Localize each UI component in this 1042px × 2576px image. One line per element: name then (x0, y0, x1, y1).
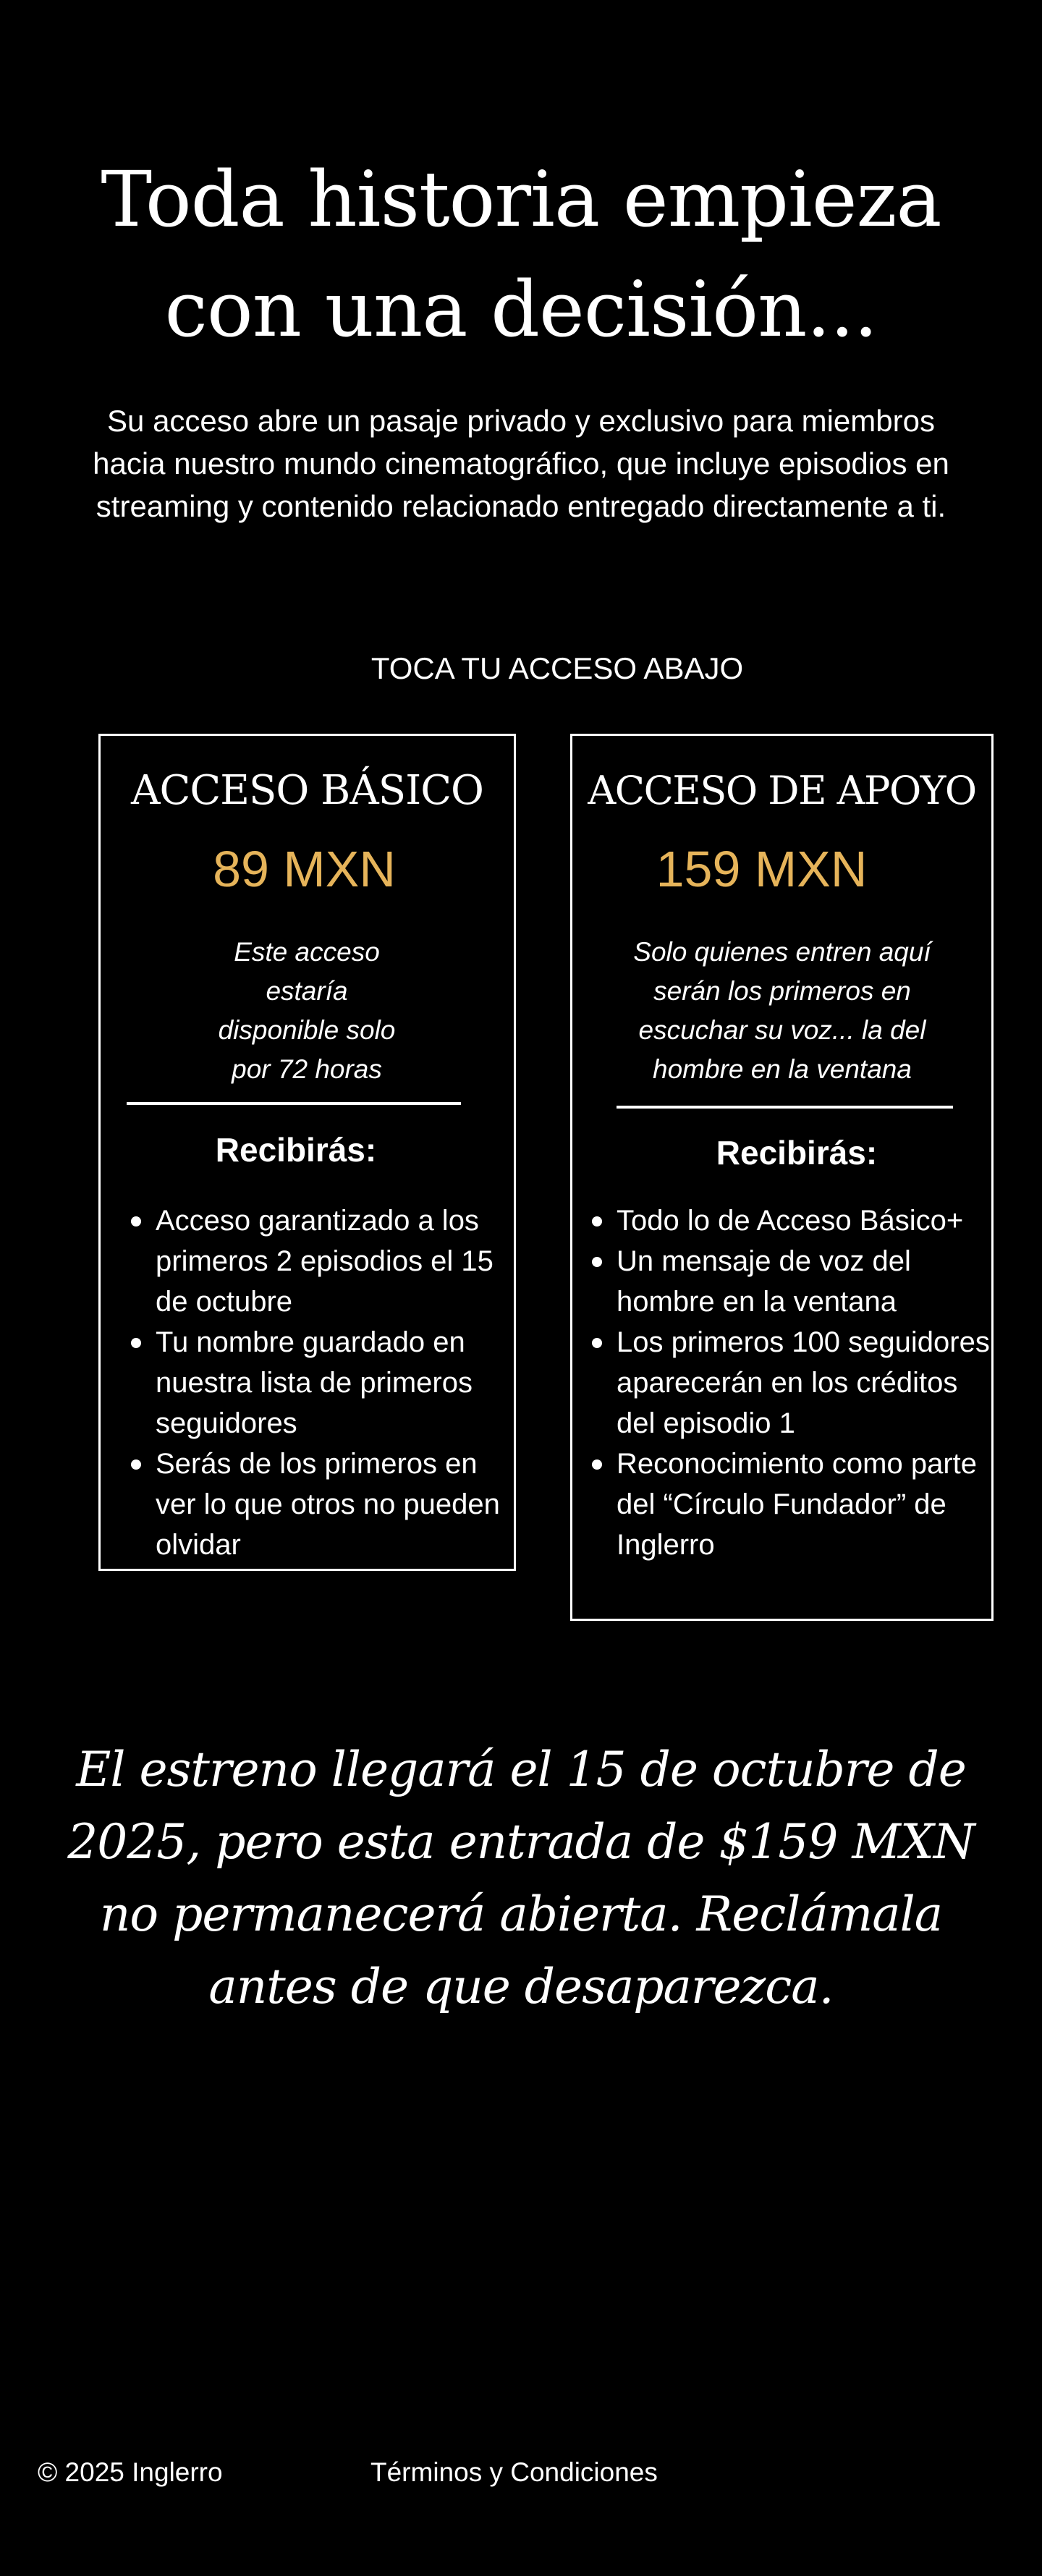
benefit-text: Los primeros 100 seguidores aparecerán en los créditos del episodio 1 (617, 1326, 990, 1439)
bullet-icon (592, 1338, 602, 1348)
plan-note: Este acceso estaría disponible solo por 72 horas (218, 937, 396, 1084)
plan-note: Solo quienes entren aquí serán los primeros en escuchar su voz... la del hombre en la ventana (633, 937, 931, 1084)
cta-heading: TOCA TU ACCESO ABAJO (370, 651, 744, 685)
benefits-heading: Recibirás: (215, 1131, 377, 1169)
benefit-text: Serás de los primeros en ver lo que otros no pueden olvidar (156, 1448, 500, 1561)
closing-quote: El estreno llegará el 15 de octubre de 2025, pero esta entrada de $159 MXN no permanecerá abierta. Reclámala antes de que desaparezca. (67, 1742, 975, 2014)
hero-title-line-2: con una decisión... (164, 265, 878, 354)
bullet-icon (592, 1459, 602, 1470)
benefits-list (617, 1200, 993, 1565)
benefit-text: Un mensaje de voz del hombre en la ventana (617, 1245, 911, 1318)
plan-divider (617, 1106, 953, 1109)
bullet-icon (592, 1216, 602, 1226)
benefits-heading: Recibirás: (716, 1134, 878, 1172)
intro-text: Su acceso abre un pasaje privado y exclusivo para miembros hacia nuestro mundo cinematográfico, que incluye episodios en streaming y contenido relacionado entregado directamente a ti. (93, 404, 949, 523)
benefit-item (617, 1444, 993, 1565)
plan-title: ACCESO DE APOYO (588, 768, 976, 813)
benefit-item (617, 1322, 993, 1444)
benefit-item (156, 1200, 510, 1322)
benefits-list (156, 1200, 510, 1565)
hero-title-line-1: Toda historia empieza (101, 155, 941, 244)
plan-title: ACCESO BÁSICO (131, 767, 483, 814)
terms-link[interactable]: Términos y Condiciones (370, 2457, 658, 2487)
plan-card-basic[interactable] (98, 734, 516, 1571)
footer-copyright: © 2025 Inglerro (38, 2457, 223, 2487)
hero-title (0, 145, 1042, 365)
plan-price: 89 MXN (213, 841, 396, 897)
bullet-icon (131, 1338, 141, 1348)
benefit-item (156, 1322, 510, 1444)
bullet-icon (131, 1216, 141, 1226)
benefit-item (617, 1241, 993, 1322)
bullet-icon (131, 1459, 141, 1470)
benefit-text: Acceso garantizado a los primeros 2 episodios el 15 de octubre (156, 1205, 494, 1318)
plan-divider (127, 1102, 461, 1105)
benefit-text: Reconocimiento como parte del “Círculo Fundador” de Inglerro (617, 1448, 978, 1561)
benefit-item (156, 1444, 510, 1565)
benefit-item (617, 1200, 993, 1241)
benefit-text: Tu nombre guardado en nuestra lista de primeros seguidores (156, 1326, 473, 1439)
plan-price: 159 MXN (656, 841, 868, 897)
benefit-text: Todo lo de Acceso Básico+ (617, 1205, 964, 1237)
plan-card-support[interactable] (570, 734, 994, 1621)
bullet-icon (592, 1257, 602, 1267)
